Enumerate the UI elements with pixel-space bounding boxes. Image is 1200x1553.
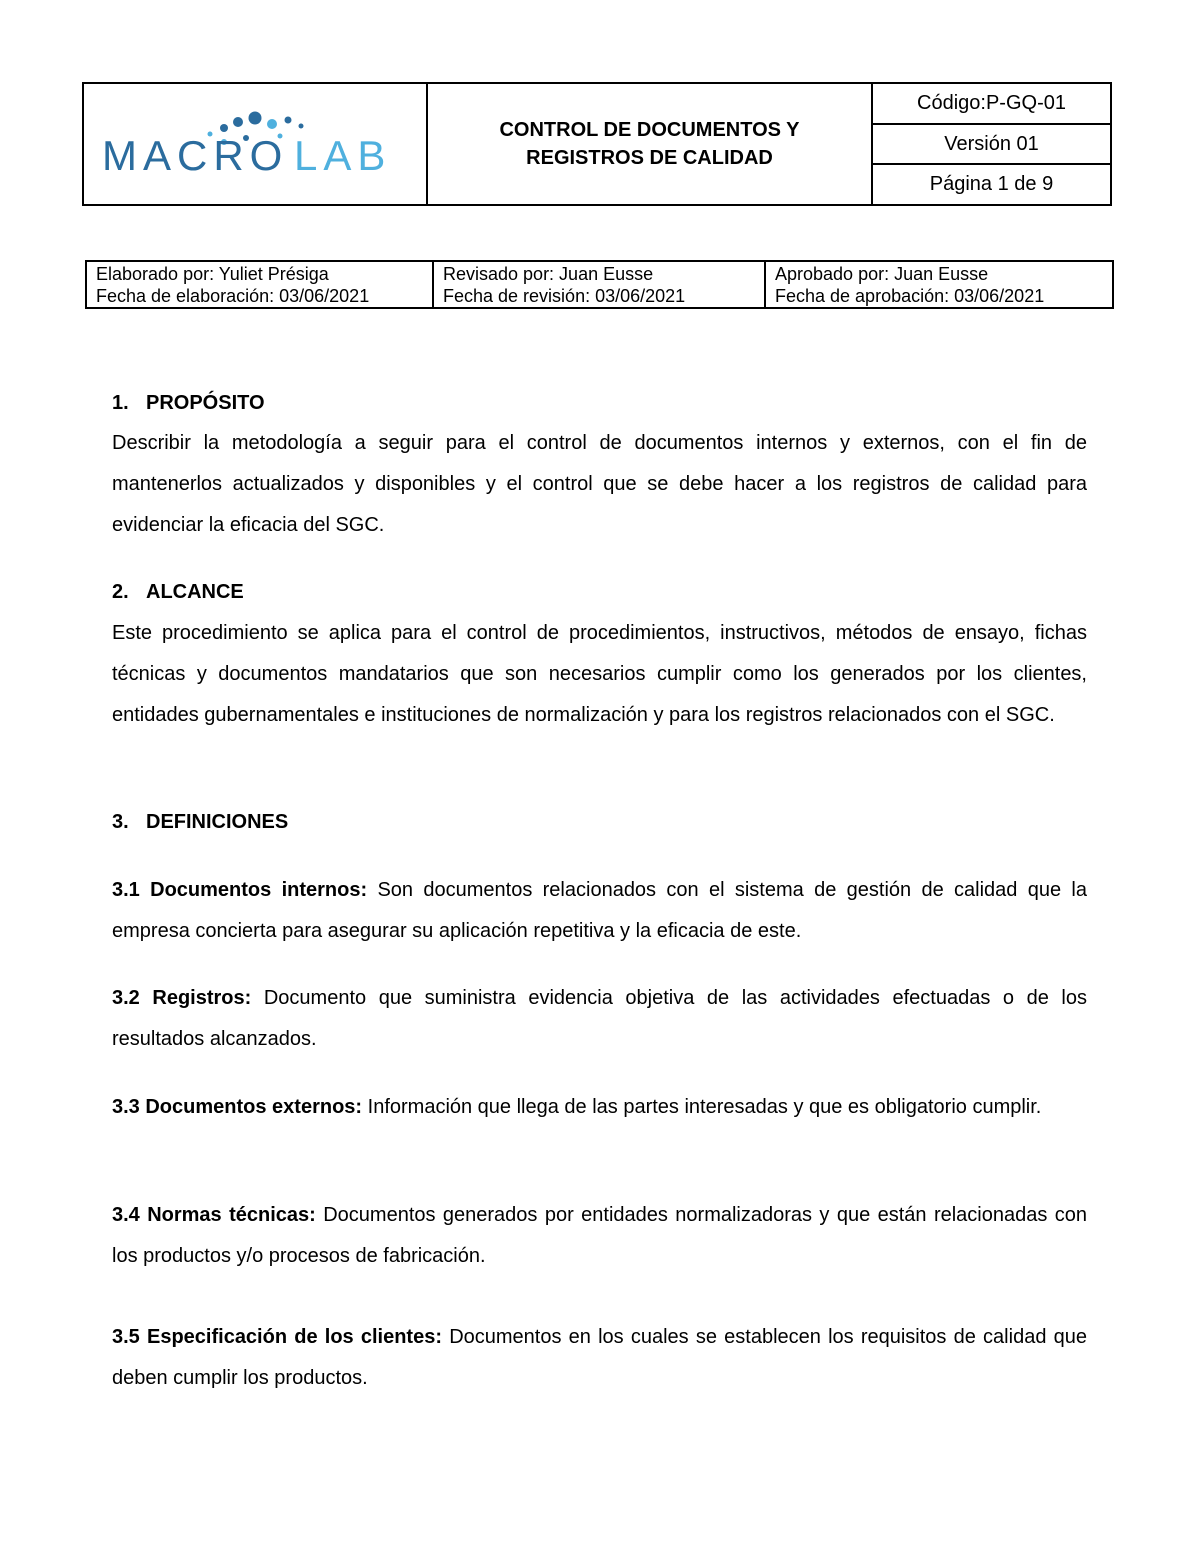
definition-text: Documento que suministra evidencia objetiva de las actividades efectuadas o de los resultados alcanzados. [112,987,1087,1050]
svg-text:MACRO: MACRO [102,132,289,179]
macrolab-logo [100,98,410,194]
definition-term: 3.2 Registros: [112,987,252,1009]
aprobado-por: Aprobado por: Juan Eusse [775,264,989,284]
title-line-2: REGISTROS DE CALIDAD [526,147,773,169]
title-line-1: CONTROL DE DOCUMENTOS Y [499,119,800,141]
section-number: 1. [112,392,129,414]
document-meta [873,84,1110,204]
revisado-por: Revisado por: Juan Eusse [443,264,654,284]
logo-cell [84,84,428,204]
elaborado-por: Elaborado por: Yuliet Présiga [96,264,329,284]
section-title: PROPÓSITO [146,392,265,414]
svg-text:LAB: LAB [294,132,392,179]
section-number: 3. [112,811,129,833]
revisado-cell [434,262,766,307]
section-title: DEFINICIONES [146,811,289,833]
pagina: Página 1 de 9 [929,173,1054,196]
section-text-2: Este procedimiento se aplica para el control de procedimientos, instructivos, métodos de ensayo, fichas técnicas y documentos mandatarios que son necesarios cumplir como los generados por los clientes, entidades gubernamentales e instituciones de normalización y para los registros relacionados con el SGC. [112,622,1087,726]
version: Versión 01 [873,125,1110,166]
definition-term: 3.5 Especificación de los clientes: [112,1326,442,1348]
definition-3-2 [112,978,1087,1060]
document-header [82,82,1112,206]
definition-text: Documentos generados por entidades normalizadoras y que están relacionadas con los productos y/o procesos de fabricación. [112,1204,1088,1267]
aprobado-cell [766,262,1112,307]
fecha-revision: Fecha de revisión: 03/06/2021 [443,286,686,306]
section-text-1: Describir la metodología a seguir para el control de documentos internos y externos, con el fin de mantenerlos actualizados y disponibles y el control que se debe hacer a los registros de calidad para evidenciar la eficacia del SGC. [112,432,1087,536]
definition-text: Documentos en los cuales se establecen los requisitos de calidad que deben cumplir los productos. [112,1326,1087,1389]
document-title [428,84,873,204]
definition-3-3 [112,1087,1087,1128]
definition-term: 3.3 Documentos externos: [112,1096,363,1118]
section-title: ALCANCE [146,581,244,603]
section-heading-2 [112,581,244,604]
definition-text: Información que llega de las partes interesadas y que es obligatorio cumplir. [362,1096,1042,1118]
approval-table [85,260,1114,309]
fecha-aprobacion: Fecha de aprobación: 03/06/2021 [775,286,1045,306]
definition-term: 3.1 Documentos internos: [112,879,368,901]
section-heading-1 [112,392,265,415]
definition-3-4 [112,1195,1087,1277]
section-heading-3 [112,811,288,834]
definition-term: 3.4 Normas técnicas: [112,1204,316,1226]
codigo: Código:P-GQ-01 [873,84,1110,125]
section-number: 2. [112,581,129,603]
fecha-elaboracion: Fecha de elaboración: 03/06/2021 [96,286,370,306]
elaborado-cell [87,262,434,307]
definition-3-5 [112,1317,1087,1399]
definition-text: Son documentos relacionados con el sistema de gestión de calidad que la empresa concierta para asegurar su aplicación repetitiva y la eficacia de este. [112,879,1087,942]
definition-3-1 [112,870,1087,952]
